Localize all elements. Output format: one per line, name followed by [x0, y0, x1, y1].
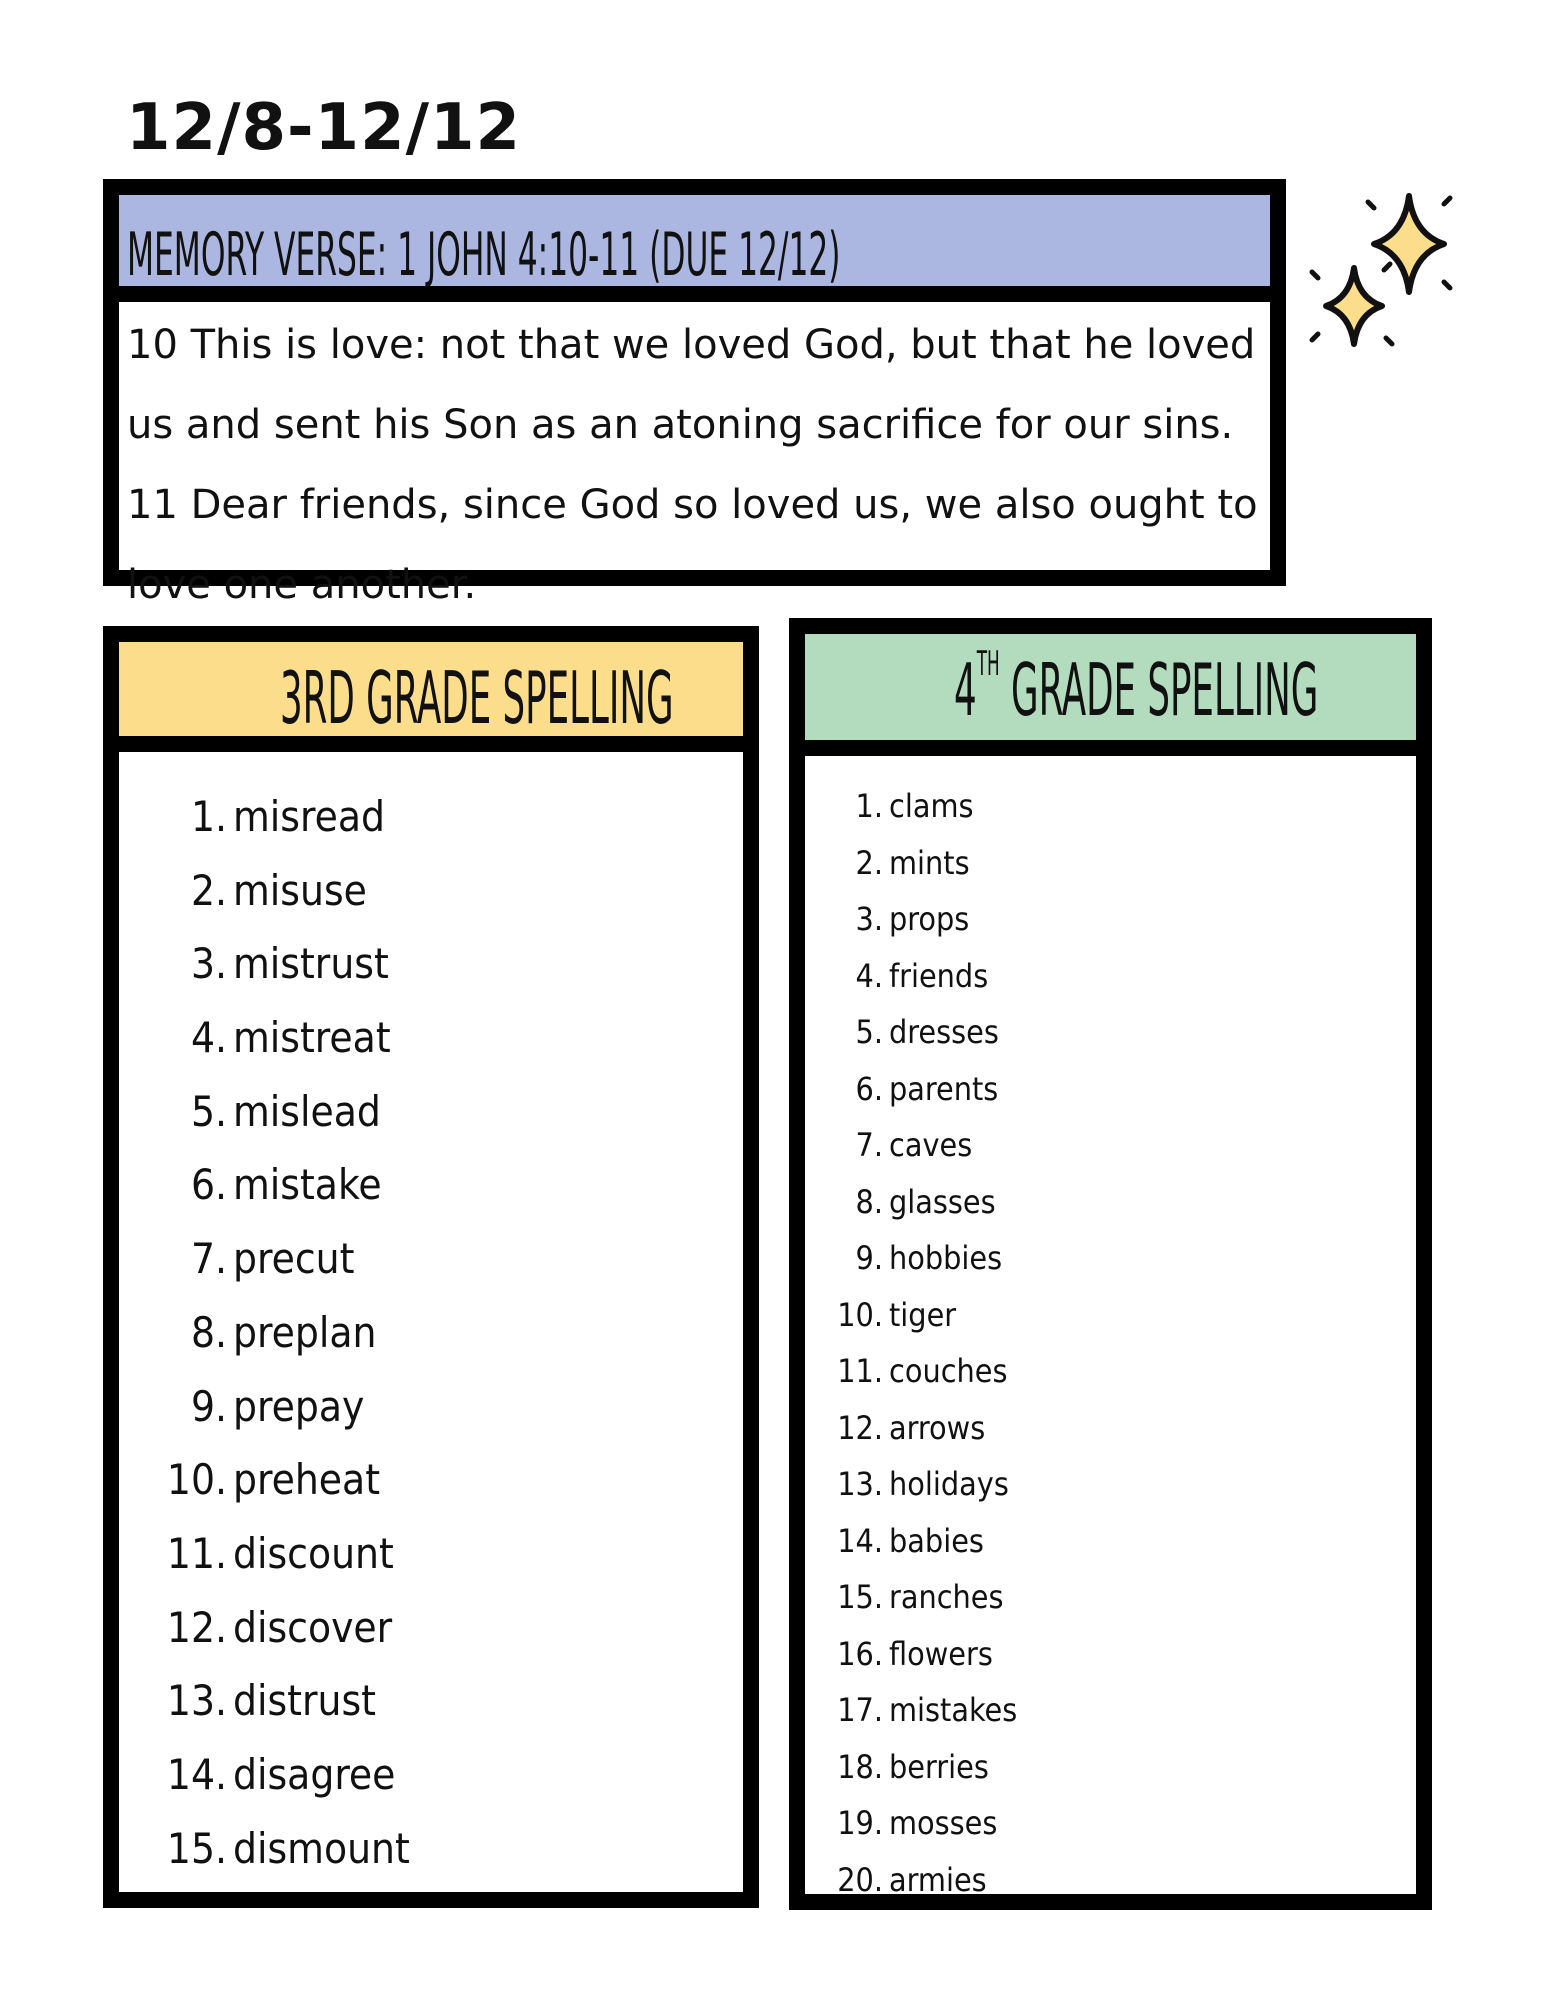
- item-number: 9.: [855, 1239, 883, 1277]
- list-item: [805, 1174, 1416, 1231]
- list-item: [119, 1296, 743, 1370]
- list-item: [805, 1626, 1416, 1683]
- list-item: [119, 1443, 743, 1517]
- item-number: 8.: [855, 1182, 883, 1221]
- spelling-word: mislead: [233, 1086, 381, 1136]
- memory-verse-text: 10 This is love: not that we loved God, but that he loved us and sent his Son as an atoning sacrifice for our sins. 11 Dear friends, since God so loved us, we also ought to love one another.: [127, 322, 1258, 608]
- list-item: [119, 1075, 743, 1149]
- spelling-word: hobbies: [889, 1239, 1003, 1277]
- item-number: 19.: [837, 1804, 883, 1842]
- list-item: [119, 854, 743, 928]
- list-item: [805, 1343, 1416, 1400]
- third-grade-word-list: [119, 780, 743, 1885]
- spelling-word: precut: [233, 1234, 355, 1284]
- item-number: 13.: [166, 1676, 227, 1726]
- list-item: [119, 1591, 743, 1665]
- list-item: [119, 1664, 743, 1738]
- spelling-word: preheat: [233, 1455, 381, 1505]
- spelling-word: couches: [889, 1352, 1008, 1390]
- list-item: [805, 948, 1416, 1005]
- item-number: 15.: [166, 1823, 227, 1873]
- item-number: 1.: [855, 787, 883, 825]
- date-range-title: 12/8-12/12: [126, 91, 522, 165]
- list-item: [805, 1682, 1416, 1739]
- spelling-word: mistakes: [889, 1691, 1018, 1729]
- list-item: [119, 1148, 743, 1222]
- spelling-word: holidays: [889, 1465, 1009, 1503]
- spelling-word: props: [889, 900, 970, 938]
- item-number: 14.: [166, 1749, 227, 1799]
- list-item: [805, 1456, 1416, 1513]
- fourth-grade-header: [805, 634, 1416, 756]
- item-number: 11.: [837, 1352, 883, 1390]
- spelling-word: ranches: [889, 1578, 1004, 1616]
- fourth-grade-spelling-box: [789, 618, 1432, 1910]
- spelling-word: prepay: [233, 1381, 365, 1431]
- spelling-word: mistreat: [233, 1013, 391, 1063]
- spelling-word: discover: [233, 1602, 393, 1652]
- spelling-word: babies: [889, 1521, 984, 1560]
- spelling-word: clams: [889, 787, 974, 825]
- list-item: [805, 1287, 1416, 1344]
- spelling-word: dismount: [233, 1823, 410, 1873]
- spelling-word: disagree: [233, 1749, 396, 1799]
- list-item: [805, 1004, 1416, 1061]
- list-item: [805, 1117, 1416, 1174]
- item-number: 18.: [837, 1747, 883, 1786]
- list-item: [119, 780, 743, 854]
- item-number: 14.: [837, 1521, 883, 1560]
- fourth-grade-word-list: [805, 778, 1416, 1908]
- third-grade-spelling-box: [103, 626, 759, 1908]
- spelling-word: berries: [889, 1747, 989, 1786]
- list-item: [119, 927, 743, 1001]
- list-item: [805, 1739, 1416, 1796]
- item-number: 10.: [166, 1455, 227, 1505]
- spelling-word: tiger: [889, 1295, 957, 1334]
- memory-verse-header: [119, 195, 1270, 302]
- memory-verse-header-text: MEMORY VERSE: 1 JOHN 4:10-11 (DUE 12/12): [127, 220, 841, 290]
- sparkles-icon: [1304, 186, 1464, 356]
- spelling-word: mints: [889, 843, 970, 882]
- fourth-grade-title-number: 4: [954, 648, 977, 732]
- third-grade-title: 3RD GRADE SPELLING: [280, 656, 674, 740]
- item-number: 10.: [837, 1295, 883, 1334]
- list-item: [805, 1852, 1416, 1909]
- spelling-word: armies: [889, 1860, 987, 1899]
- spelling-word: caves: [889, 1126, 973, 1164]
- item-number: 1.: [190, 792, 227, 841]
- list-item: [119, 1812, 743, 1886]
- third-grade-header: [119, 642, 743, 752]
- list-item: [119, 1001, 743, 1075]
- spelling-word: arrows: [889, 1408, 986, 1447]
- spelling-word: glasses: [889, 1182, 996, 1221]
- item-number: 15.: [837, 1578, 883, 1616]
- item-number: 3.: [190, 939, 227, 989]
- item-number: 8.: [190, 1307, 227, 1357]
- list-item: [119, 1222, 743, 1296]
- spelling-word: friends: [889, 956, 989, 995]
- list-item: [805, 1400, 1416, 1457]
- list-item: [805, 1513, 1416, 1570]
- item-number: 11.: [166, 1528, 227, 1578]
- fourth-grade-title-suffix: TH: [976, 644, 1000, 684]
- spelling-word: parents: [889, 1069, 999, 1108]
- item-number: 3.: [855, 900, 883, 938]
- item-number: 20.: [837, 1860, 883, 1899]
- item-number: 4.: [190, 1013, 227, 1063]
- spelling-word: dresses: [889, 1013, 999, 1051]
- item-number: 7.: [855, 1126, 883, 1164]
- item-number: 6.: [855, 1069, 883, 1108]
- item-number: 2.: [855, 843, 883, 882]
- list-item: [805, 1061, 1416, 1118]
- spelling-word: distrust: [233, 1676, 376, 1726]
- list-item: [805, 778, 1416, 835]
- item-number: 5.: [190, 1086, 227, 1136]
- item-number: 5.: [855, 1013, 883, 1051]
- spelling-word: preplan: [233, 1307, 377, 1357]
- item-number: 13.: [837, 1465, 883, 1503]
- item-number: 17.: [837, 1691, 883, 1729]
- spelling-word: misread: [233, 792, 386, 841]
- spelling-word: mistake: [233, 1160, 382, 1210]
- small-sparkle-icon: [1326, 268, 1382, 344]
- list-item: [119, 1370, 743, 1444]
- fourth-grade-title-rest: GRADE SPELLING: [1010, 648, 1319, 732]
- item-number: 2.: [190, 865, 227, 915]
- list-item: [805, 1795, 1416, 1852]
- spelling-word: mistrust: [233, 939, 389, 989]
- list-item: [805, 1230, 1416, 1287]
- large-sparkle-icon: [1374, 196, 1444, 292]
- item-number: 12.: [166, 1602, 227, 1652]
- spelling-word: mosses: [889, 1804, 998, 1842]
- item-number: 7.: [190, 1234, 227, 1284]
- list-item: [805, 891, 1416, 948]
- item-number: 4.: [855, 956, 883, 995]
- memory-verse-box: [103, 179, 1286, 608]
- item-number: 12.: [837, 1408, 883, 1447]
- item-number: 6.: [190, 1160, 227, 1210]
- list-item: [119, 1738, 743, 1812]
- spelling-word: discount: [233, 1528, 394, 1578]
- fourth-grade-title: [805, 644, 1416, 732]
- spelling-word: flowers: [889, 1634, 993, 1673]
- list-item: [119, 1517, 743, 1591]
- item-number: 16.: [837, 1634, 883, 1673]
- list-item: [805, 1569, 1416, 1626]
- item-number: 9.: [190, 1381, 227, 1431]
- list-item: [805, 835, 1416, 892]
- spelling-word: misuse: [233, 865, 367, 915]
